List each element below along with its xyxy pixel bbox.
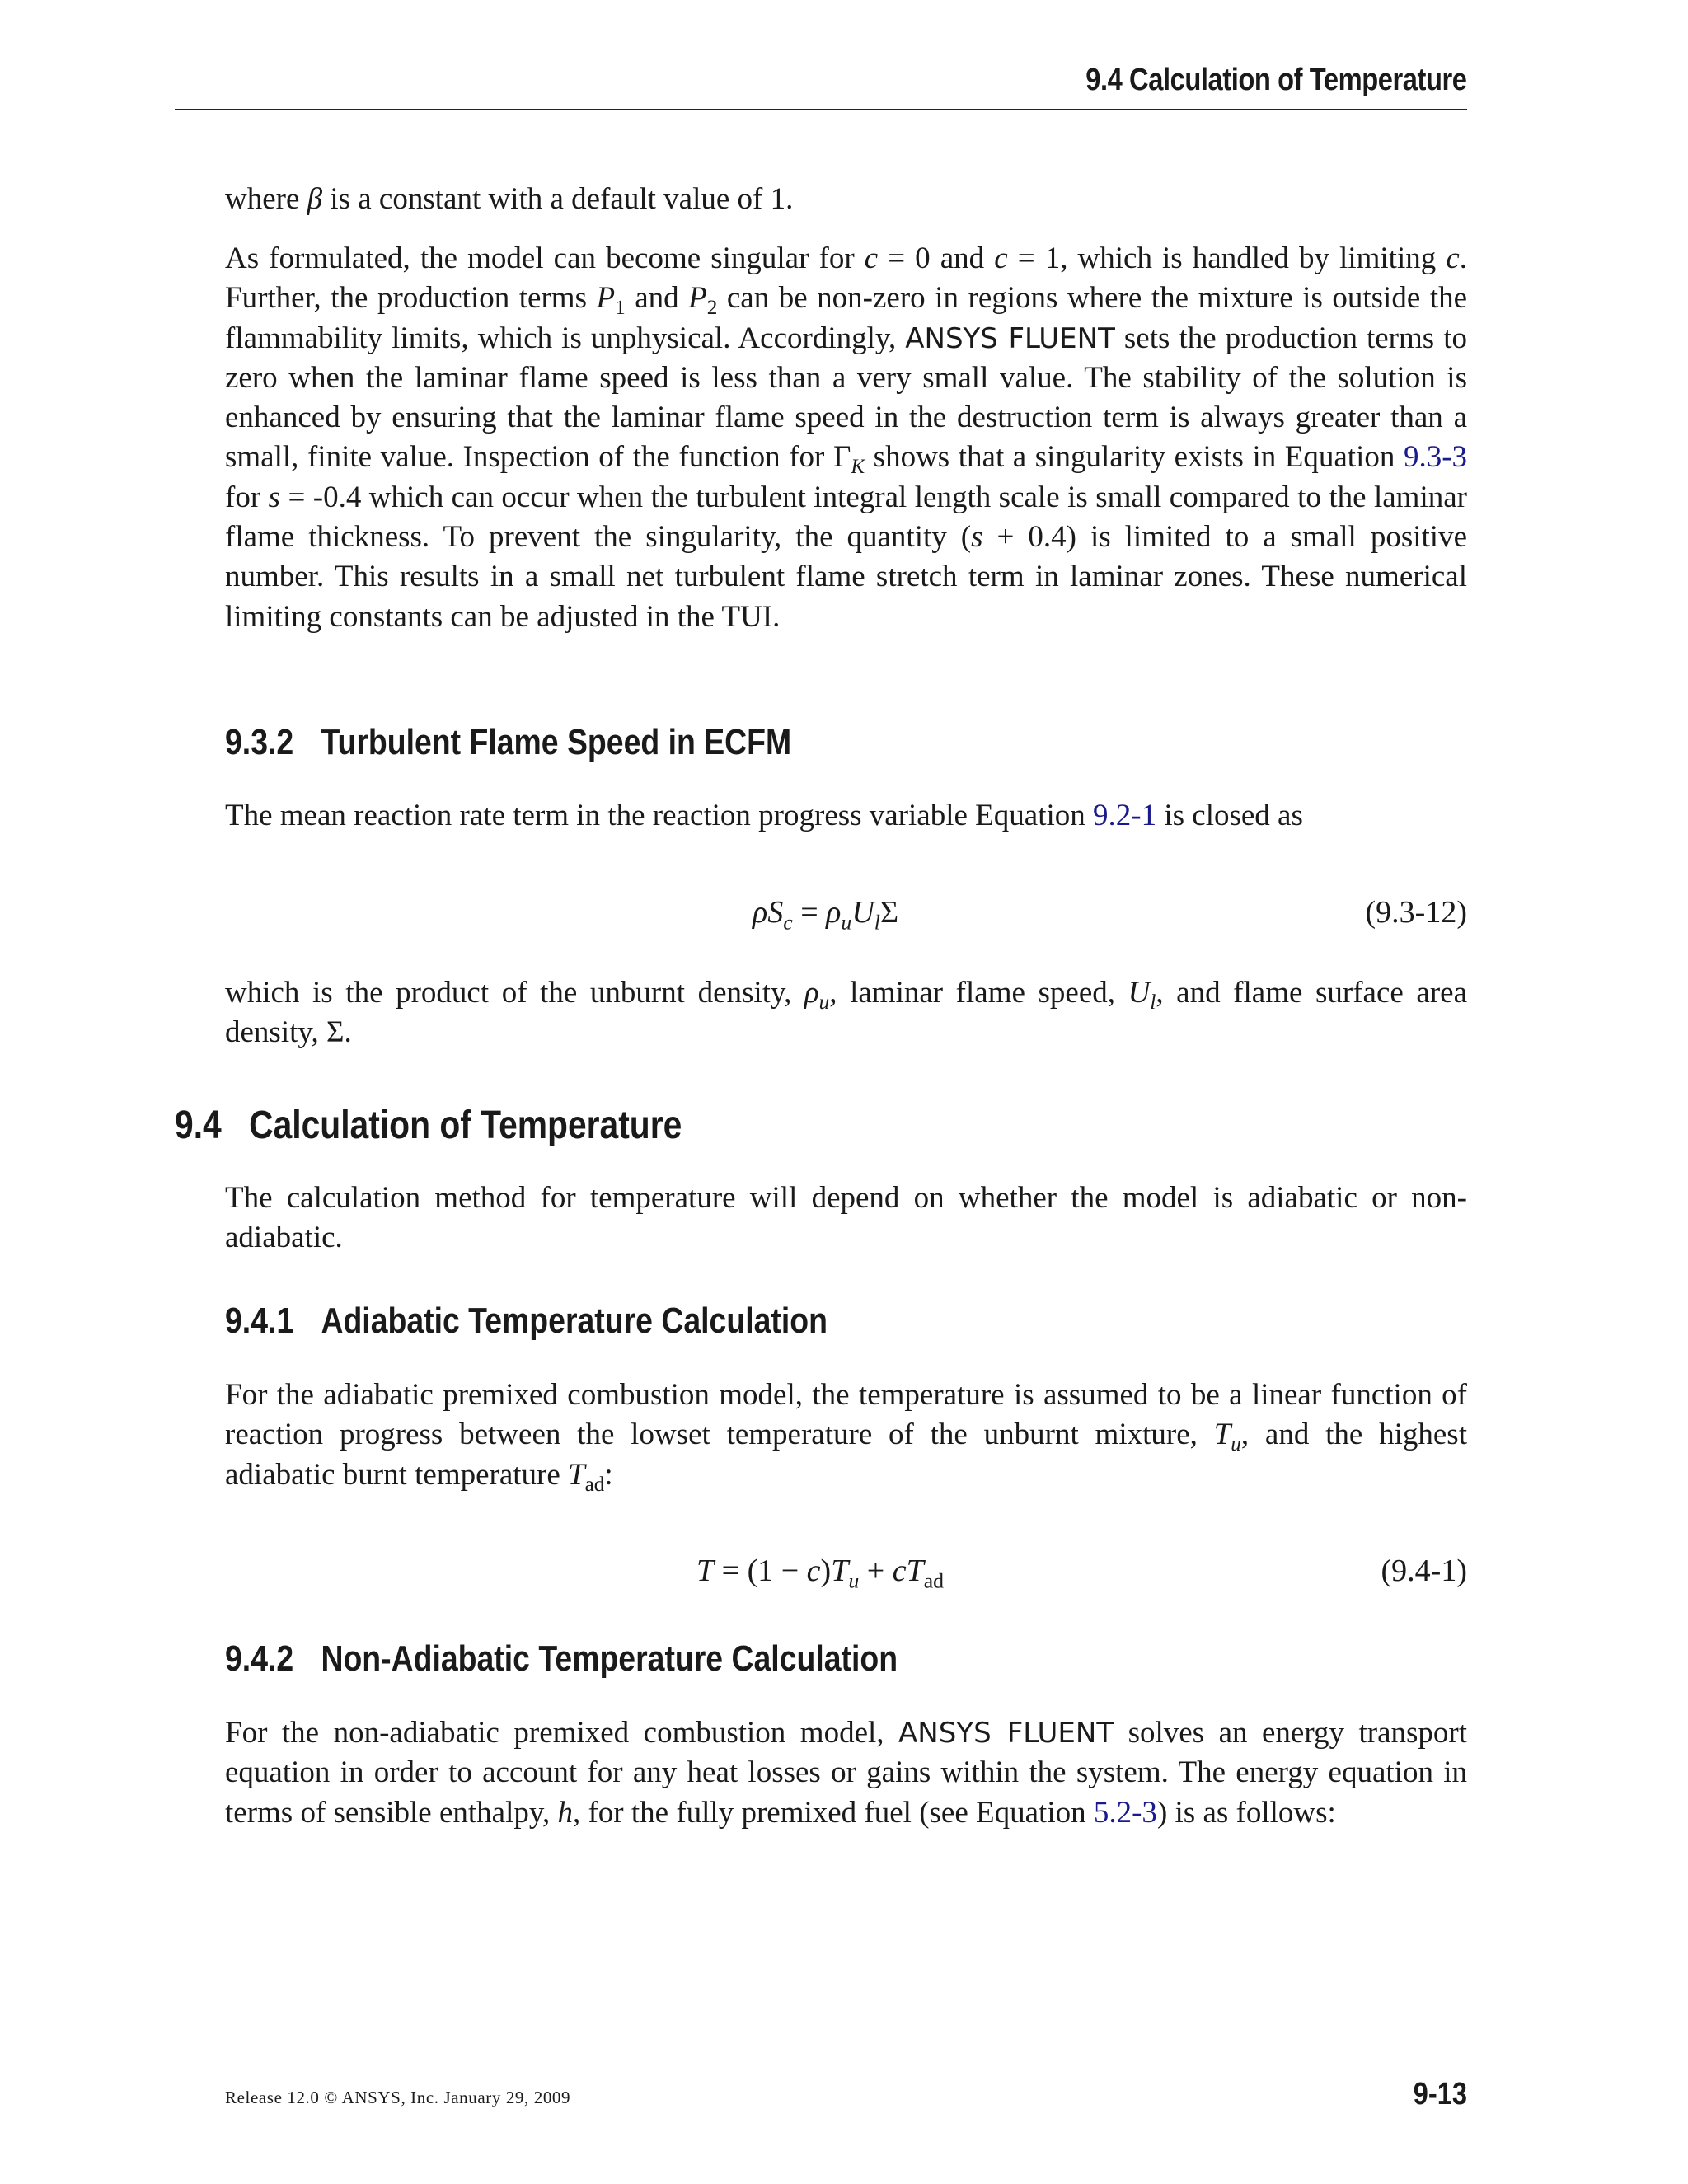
paragraph-non-adiabatic-model: For the non-adiabatic premixed combustion model, ANSYS FLUENT solves an energy transport equation in order to account for any heat losses or gains within the system. The energy equation in terms of sensible enthalpy, h, for the fully premixed fuel (see Equation 5.2-3) is as follows:	[225, 1716, 1468, 1830]
page-number: 9-13	[1413, 2077, 1467, 2111]
paragraph-product-description: which is the product of the unburnt density, $\rho_u$, laminar flame speed, $U_l$, and flame surface area density, Σ.	[225, 976, 1467, 1050]
paragraph-mean-reaction-rate: The mean reaction rate term in the reaction progress variable Equation 9.2-1 is closed as	[225, 799, 1303, 832]
section-heading-9-4-2: 9.4.2 Non-Adiabatic Temperature Calculation	[225, 1638, 898, 1679]
product-name: ANSYS FLUENT	[905, 321, 1115, 355]
paragraph-beta-constant: where β is a constant with a default value of 1.	[225, 182, 794, 216]
running-header-title: 9.4 Calculation of Temperature	[1085, 63, 1467, 97]
product-name: ANSYS FLUENT	[898, 1717, 1114, 1750]
equation-number: (9.3-12)	[1365, 895, 1467, 930]
equation-9-4-1	[225, 1553, 1467, 1602]
equation-9-4-1-math: $T = (1 - c)T_u + cT_{ad}$	[696, 1554, 945, 1593]
equation-9-3-12	[225, 894, 1467, 944]
section-heading-9-3-2: 9.3.2 Turbulent Flame Speed in ECFM	[225, 722, 792, 762]
running-header	[175, 58, 1467, 110]
paragraph-adiabatic-model: For the adiabatic premixed combustion model, the temperature is assumed to be a linear function of reaction progress between the lowset temperature of the unburnt mixture, $T_u$, and the highest adiabatic burnt temperature $T_{ad}$:	[225, 1378, 1467, 1496]
paragraph-model-singularity: As formulated, the model can become singular for c = 0 and c = 1, which is handled by limiting c. Further, the production terms $P_1$ and $P_2$ can be non-zero in regions where the mixture is outside the flammability limits, which is unphysical. Accordingly, ANSYS FLUENT sets the production terms to zero when the laminar flame speed is less than a very small value. The stability of the solution is enhanced by ensuring that the laminar flame speed in the destruction term is always greater than a small, finite value. Inspection of the function for $\Gamma_K$ shows that a singularity exists in Equation 9.3-3 for s = -0.4 which can occur when the turbulent integral length scale is small compared to the laminar flame thickness. To prevent the singularity, the quantity (s + 0.4) is limited to a small positive number. This results in a small net turbulent flame stretch term in laminar zones. These numerical limiting constants can be adjusted in the TUI.	[225, 241, 1468, 634]
section-heading-9-4-1: 9.4.1 Adiabatic Temperature Calculation	[225, 1301, 828, 1341]
section-heading-9-4: 9.4 Calculation of Temperature	[175, 1104, 682, 1147]
paragraph-calculation-method: The calculation method for temperature will depend on whether the model is adiabatic or non-adiabatic.	[225, 1181, 1467, 1255]
equation-9-3-12-math: $\rho S_c = \rho_uU_l\Sigma$	[753, 895, 899, 935]
footer-release-info: Release 12.0 © ANSYS, Inc. January 29, 2009	[225, 2088, 571, 2107]
equation-number: (9.4-1)	[1381, 1554, 1467, 1588]
equation-link-9-2-1[interactable]: 9.2-1	[1093, 799, 1157, 832]
equation-link-5-2-3[interactable]: 5.2-3	[1093, 1795, 1157, 1830]
equation-link-9-3-3[interactable]: 9.3-3	[1403, 440, 1468, 475]
